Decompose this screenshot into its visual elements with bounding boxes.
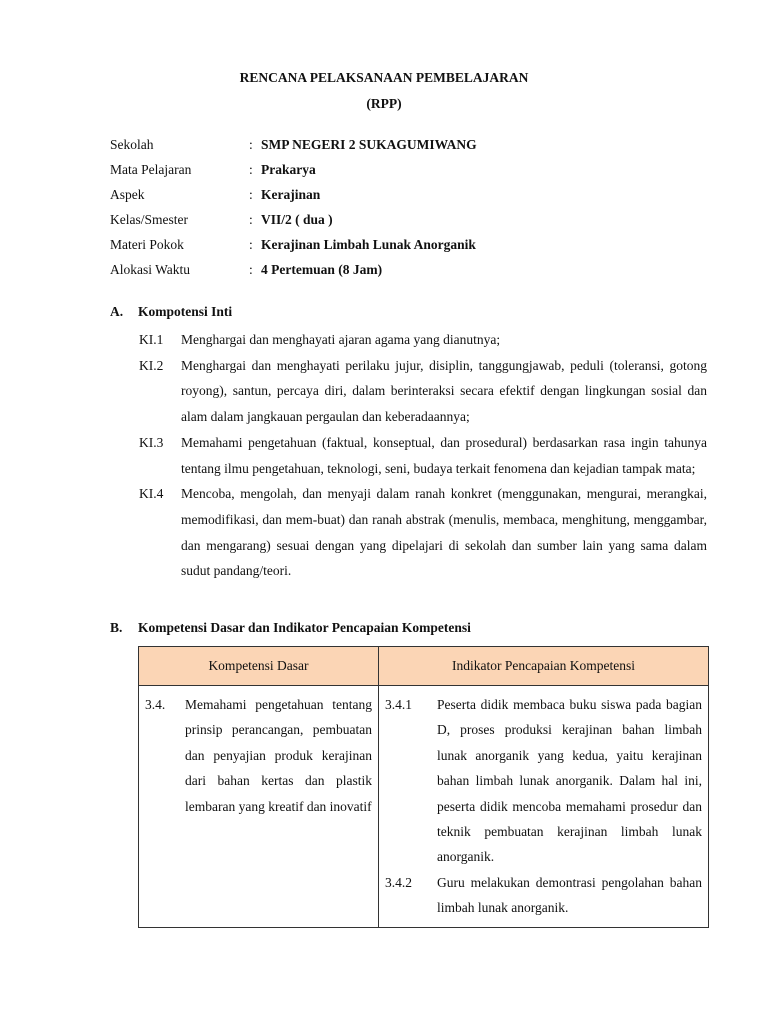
info-label: Mata Pelajaran — [110, 162, 192, 177]
ki-code: KI.3 — [139, 434, 164, 450]
info-label: Aspek — [110, 187, 145, 202]
ki-item — [139, 327, 707, 353]
header-kompetensi-dasar: Kompetensi Dasar — [139, 647, 379, 686]
section-letter: B. — [110, 620, 123, 635]
info-colon: : — [249, 212, 253, 227]
indicator-text: Peserta didik membaca buku siswa pada bagian D, proses produksi kerajinan bahan limbah lunak anorganik yang kedua, yaitu kerajinan bahan limbah lunak anorganik. Dalam hal ini, peserta didik mencoba memahami prosedur dan teknik pembuatan kerajinan limbah lunak anorganik. — [437, 697, 702, 865]
ki-code: KI.4 — [139, 486, 164, 502]
info-label: Sekolah — [110, 137, 154, 152]
kd-cell — [139, 686, 379, 928]
info-value: Kerajinan — [261, 187, 321, 202]
indicator-item — [385, 870, 702, 921]
info-colon: : — [249, 237, 253, 252]
ki-text: Menghargai dan menghayati ajaran agama yang dianutnya; — [181, 332, 501, 347]
info-row-sekolah — [110, 137, 710, 162]
info-colon: : — [249, 262, 253, 277]
header-indikator: Indikator Pencapaian Kompetensi — [379, 647, 709, 686]
info-value: SMP NEGERI 2 SUKAGUMIWANG — [261, 137, 477, 152]
ki-text: Menghargai dan menghayati perilaku jujur, disiplin, tanggungjawab, peduli (toleransi, gotong royong), santun, percaya diri, dalam berinteraksi secara efektif dengan lingkungan sosial dan alam dalam jangkauan pergaulan dan keberadaannya; — [181, 357, 707, 425]
section-title: Kompotensi Inti — [138, 304, 233, 319]
kd-number: 3.4. — [145, 697, 166, 712]
info-row-aspek — [110, 187, 710, 212]
indicator-text: Guru melakukan demontrasi pengolahan bahan limbah lunak anorganik. — [437, 874, 702, 916]
ki-code: KI.1 — [139, 332, 164, 347]
table-row — [139, 686, 709, 928]
ki-item — [139, 353, 707, 430]
indicator-number: 3.4.2 — [385, 874, 412, 890]
indicator-cell — [379, 686, 709, 928]
ki-code: KI.2 — [139, 357, 164, 373]
ki-text: Mencoba, mengolah, dan menyaji dalam ranah konkret (menggunakan, mengurai, merangkai, memodifikasi, dan mem-buat) dan ranah abstrak (menulis, membaca, menghitung, menggambar, dan mengarang) sesuai dengan yang dipelajari di sekolah dan sumber lain yang sama dalam sudut pandang/teori. — [181, 486, 707, 579]
info-row-mata-pelajaran — [110, 162, 710, 187]
info-value: VII/2 ( dua ) — [261, 212, 333, 227]
identity-block — [110, 137, 710, 287]
section-a-heading — [110, 304, 232, 320]
info-label: Materi Pokok — [110, 237, 184, 252]
indicator-number: 3.4.1 — [385, 697, 412, 712]
section-letter: A. — [110, 304, 124, 319]
info-label: Alokasi Waktu — [110, 262, 191, 277]
kompetensi-inti-list — [139, 327, 707, 584]
table-header-row — [139, 647, 709, 686]
info-value: Kerajinan Limbah Lunak Anorganik — [261, 237, 476, 252]
info-row-alokasi-waktu — [110, 262, 710, 287]
kd-text: Memahami pengetahuan tentang prinsip perancangan, pembuatan dan penyajian produk kerajinan dari bahan kertas dan plastik lembaran yang kreatif dan inovatif — [185, 697, 372, 814]
indicator-item — [385, 692, 702, 870]
section-title: Kompetensi Dasar dan Indikator Pencapaian Kompetensi — [138, 620, 471, 635]
info-value: 4 Pertemuan (8 Jam) — [261, 262, 383, 277]
info-row-materi-pokok — [110, 237, 710, 262]
info-colon: : — [249, 162, 253, 177]
competency-table — [138, 646, 709, 928]
info-colon: : — [249, 187, 253, 202]
info-colon: : — [249, 137, 253, 152]
info-value: Prakarya — [261, 162, 316, 177]
ki-item — [139, 430, 707, 481]
info-label: Kelas/Smester — [110, 212, 188, 227]
ki-item — [139, 481, 707, 584]
ki-text: Memahami pengetahuan (faktual, konseptual, dan prosedural) berdasarkan rasa ingin tahunya tentang ilmu pengetahuan, teknologi, seni, budaya terkait fenomena dan kejadian tampak mata; — [181, 434, 707, 476]
section-b-heading — [110, 620, 471, 636]
info-row-kelas — [110, 212, 710, 237]
document-subtitle: (RPP) — [366, 96, 402, 111]
document-title: RENCANA PELAKSANAAN PEMBELAJARAN — [239, 70, 529, 85]
